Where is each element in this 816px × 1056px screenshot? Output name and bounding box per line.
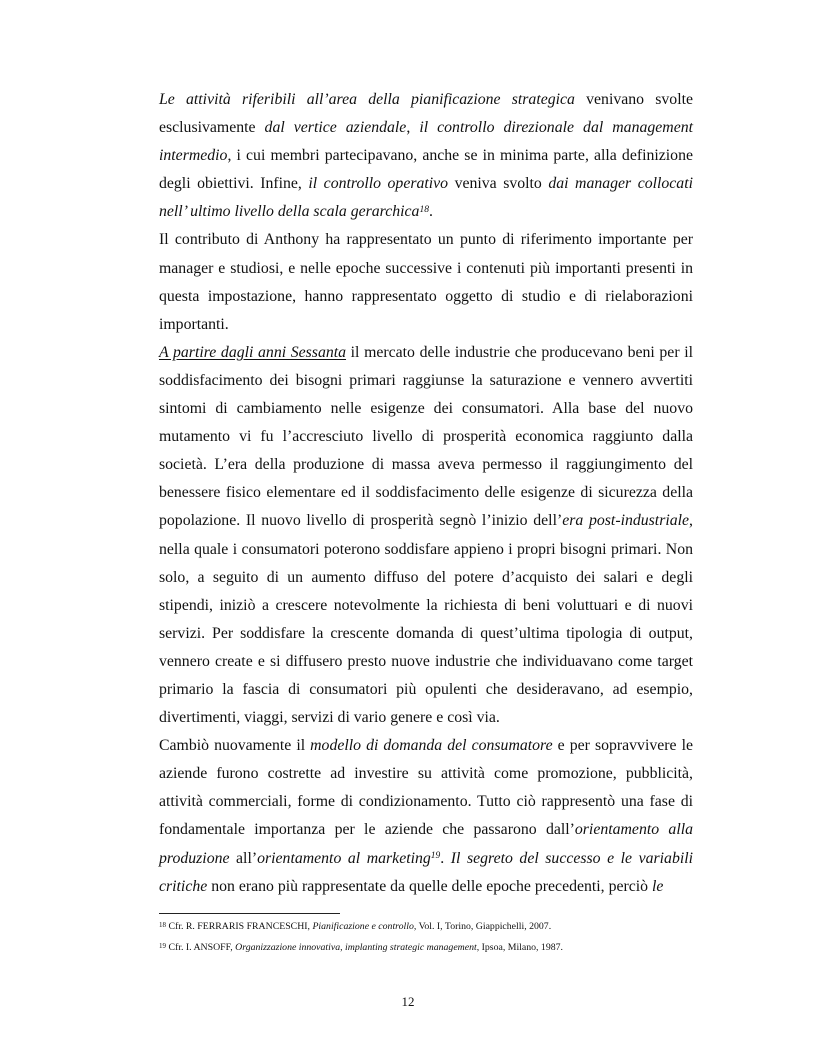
italic-run: dai manager collocati nell’ ultimo livello della scala gerarchica: [159, 175, 693, 221]
paragraph: [159, 226, 693, 338]
italic-run: Organizzazione innovativa, implanting strategic management: [235, 942, 477, 953]
italic-run: orientamento alla produzione: [159, 821, 693, 867]
footnotes: [159, 919, 693, 961]
text-run: .: [428, 203, 433, 221]
text-run: e per sopravvivere le aziende furono costrette ad investire su attività come promozione, pubblicità, attività commerciali, forme di condizionamento. Tutto ciò rappresentò una fase di fondamentale importanza per le aziende che passarono dall’: [159, 737, 693, 839]
italic-run: il controllo operativo: [308, 175, 449, 193]
paragraph: [159, 339, 693, 732]
text-run: veniva svolto: [448, 175, 549, 193]
text-run: Cfr. R. FERRARIS FRANCESCHI,: [166, 921, 313, 932]
body-text: [159, 86, 693, 901]
footnote-ref: 19: [430, 851, 441, 862]
text-run: Cfr. I. ANSOFF,: [166, 942, 236, 953]
footnote-ref: 18: [159, 920, 166, 929]
italic-run: le: [652, 877, 664, 895]
text-run: Il contributo di Anthony ha rappresentato un punto di riferimento importante per manager e studiosi, e nelle epoche successive i contenuti più importanti presenti in questa impostazione, hanno rappresentato oggetto di studio e di rielaborazioni importanti.: [159, 231, 693, 333]
italic-run: Le attività riferibili all’area della pianificazione strategica: [159, 91, 575, 108]
italic-run: modello di domanda del consumatore: [310, 737, 553, 755]
underlined-run: A partire dagli anni Sessanta: [159, 343, 347, 361]
footnote: [159, 919, 693, 934]
footnote-separator: [159, 913, 340, 914]
italic-run: Pianificazione e controllo: [312, 921, 414, 932]
footnote-ref: 18: [419, 205, 429, 216]
text-run: .: [440, 849, 451, 867]
text-run: venivano svolte esclusivamente: [159, 91, 693, 137]
footnote-ref: 19: [159, 941, 166, 950]
page-number: 12: [401, 994, 415, 1009]
text-run: , i cui membri partecipavano, anche se in minima parte, alla definizione degli obiettivi. Infine,: [159, 147, 693, 193]
italic-run: Il segreto del successo e le variabili critiche: [159, 849, 694, 895]
italic-run: dal vertice aziendale: [264, 119, 407, 137]
text-run: Cambiò nuovamente il: [159, 737, 311, 755]
paragraph: [159, 732, 693, 901]
text-run: il mercato delle industrie che producevano beni per il soddisfacimento dei bisogni primari raggiunse la saturazione e vennero avvertiti sintomi di cambiamento nelle esigenze dei consumatori. Alla base del nuovo mutamento vi fu l’accresciuto livello di prosperità economica raggiunto dalla società. L’era della produzione di massa aveva permesso il raggiungimento del benessere fisico elementare ed il soddisfacimento delle esigenze di sicurezza della popolazione. Il nuovo livello di prosperità segnò l’inizio dell’: [159, 343, 693, 530]
text-run: ,: [406, 119, 420, 137]
footnote: [159, 940, 693, 955]
text-run: all’: [229, 849, 258, 867]
italic-run: il controllo direzionale dal management intermedio: [159, 119, 693, 165]
italic-run: orientamento al marketing: [257, 849, 431, 867]
paragraph: [159, 86, 693, 226]
text-run: , Vol. I, Torino, Giappichelli, 2007.: [413, 921, 552, 932]
italic-run: era post-industriale: [562, 512, 690, 530]
text-run: , Ipsoa, Milano, 1987.: [476, 942, 563, 953]
text-run: non erano più rappresentate da quelle delle epoche precedenti, perciò: [207, 877, 652, 895]
text-run: , nella quale i consumatori poterono soddisfare appieno i propri bisogni primari. Non solo, a seguito di un aumento diffuso del potere d’acquisto dei salari e degli stipendi, iniziò a crescere notevolmente la richiesta di beni voluttuari e di nuovi servizi. Per soddisfare la crescente domanda di quest’ultima tipologia di output, vennero create e si diffusero presto nuove industrie che individuavano come target primario la fascia di consumatori più opulenti che desideravano, ad esempio, divertimenti, viaggi, servizi di vario genere e così via.: [159, 512, 693, 727]
